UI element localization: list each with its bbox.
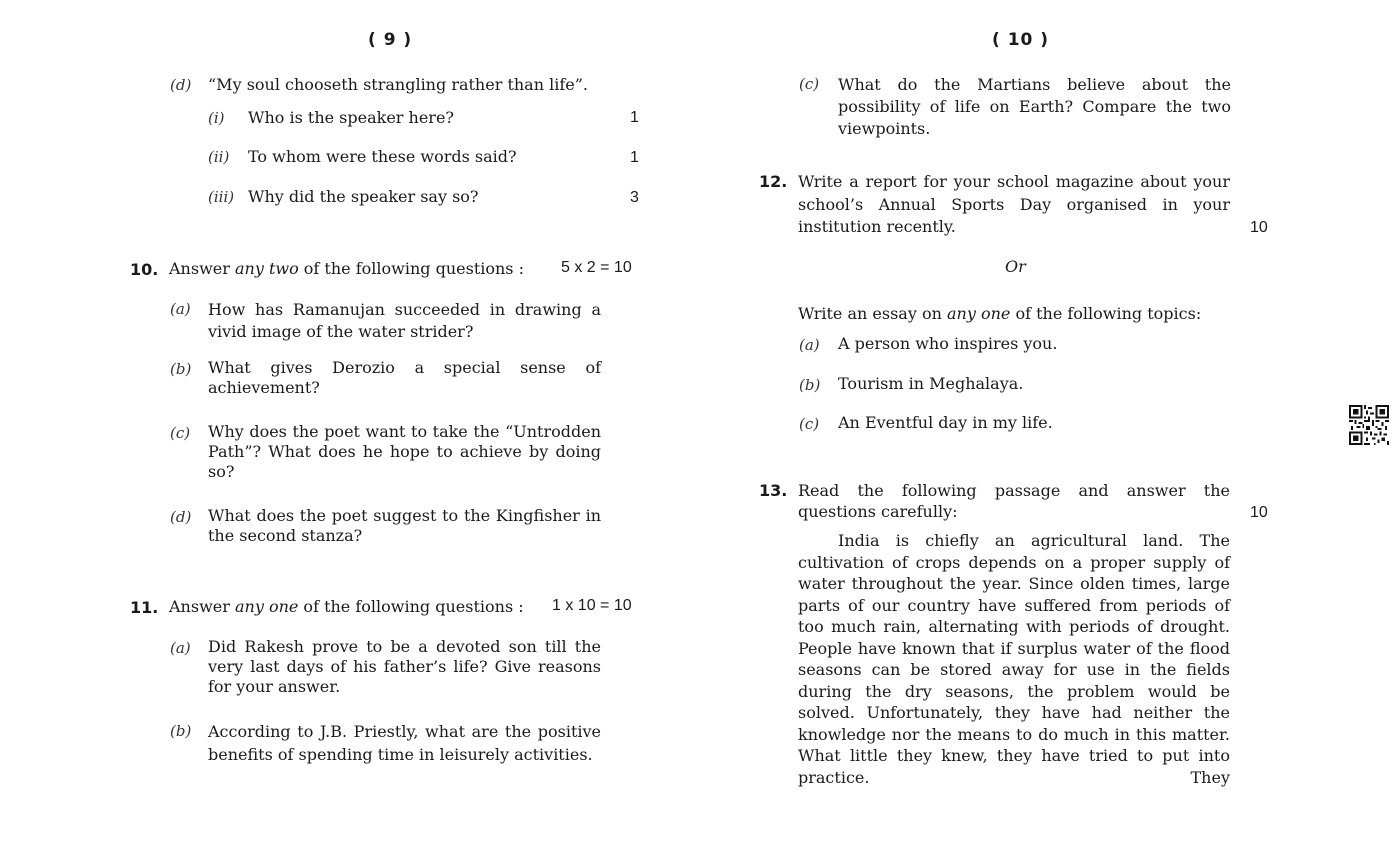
q12-text: Write a report for your school magazine about your school’s Annual Sports Day organised in your institution recently. [798,172,1230,236]
q12-topic-label: (b) [799,376,821,394]
q9d-label: (d) [170,76,192,94]
q13-text: Read the following passage and answer the questions carefully: [798,481,1230,521]
q12-topic-label: (c) [799,415,820,433]
q11-marks: 1 x 10 = 10 [552,597,632,614]
q10-part-label: (b) [170,360,192,378]
q12-mark: 10 [1250,219,1268,236]
qr-code-icon [1349,405,1389,449]
q10-part-text: How has Ramanujan succeeded in drawing a vivid image of the water strider? [208,300,601,341]
q11-instruction: Answer any one of the following questions : [169,597,524,616]
q9d-sub-mark: 1 [630,149,639,166]
q10-part-text: Why does the poet want to take the “Untrodden Path”? What does he hope to achieve by doing so? [208,422,601,481]
q9d-sub-text: Who is the speaker here? [248,108,454,127]
q11-part-text: According to J.B. Priestly, what are the positive benefits of spending time in leisurely activities. [208,722,601,764]
left-page-number: ( 9 ) [368,30,413,50]
right-page-number: ( 10 ) [992,30,1050,50]
q13-number: 13. [759,481,788,500]
q9d-sub-label: (i) [208,109,225,127]
q11-part-label: (a) [170,639,191,657]
q12-or: Or [1005,257,1026,276]
q10-marks: 5 x 2 = 10 [561,259,632,276]
q12-topic-text: Tourism in Meghalaya. [838,374,1024,393]
q10-part-label: (d) [170,508,192,526]
q13-passage: India is chiefly an agricultural land. The cultivation of crops depends on a proper supply of water throughout the year. Since olden times, large parts of our country have suffered from periods of too much rain, alternating with periods of drought. People have known that if surplus water of the flood seasons can be stored away for use in the fields during the dry seasons, the problem would be solved. Unfortunately, they have had neither the knowledge nor the means to do much in this matter. What little they knew, they have tried to put into practice. They [798,531,1230,787]
q11-part-label: (b) [170,722,192,740]
q9d-sub-text: Why did the speaker say so? [248,187,479,206]
q10-part-text: What gives Derozio a special sense of achievement? [208,358,601,397]
q9d-sub-label: (iii) [208,188,235,206]
q9d-sub-text: To whom were these words said? [248,147,517,166]
q10-part-label: (a) [170,300,191,318]
q9d-sub-mark: 3 [630,189,639,206]
q13-mark: 10 [1250,504,1268,521]
q10-instruction: Answer any two of the following questions : [169,259,524,278]
q12-number: 12. [759,172,788,191]
q10-part-text: What does the poet suggest to the Kingfisher in the second stanza? [208,506,601,545]
q11-number: 11. [130,598,159,617]
q12-topic-text: An Eventful day in my life. [838,413,1053,432]
q11-part-text: Did Rakesh prove to be a devoted son till the very last days of his father’s life? Give reasons for your answer. [208,637,601,696]
q12-topic-label: (a) [799,336,820,354]
q11c-label: (c) [799,75,820,93]
q9d-text: “My soul chooseth strangling rather than life”. [208,75,588,94]
q12-topic-text: A person who inspires you. [838,334,1058,353]
q12-essay-instruction: Write an essay on any one of the following topics: [798,304,1202,323]
q10-part-label: (c) [170,424,191,442]
q11c-text: What do the Martians believe about the possibility of life on Earth? Compare the two viewpoints. [838,75,1231,138]
q10-number: 10. [130,260,159,279]
q9d-sub-label: (ii) [208,148,230,166]
q9d-sub-mark: 1 [630,109,639,126]
